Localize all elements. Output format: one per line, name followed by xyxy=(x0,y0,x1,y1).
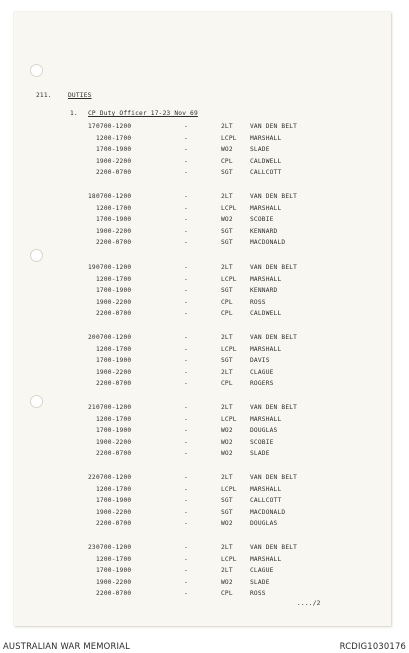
roster-rank: LCPL xyxy=(221,485,237,493)
roster-rank: WO2 xyxy=(221,438,233,446)
roster-rank: CPL xyxy=(221,157,233,165)
roster-time: 1700-1900 xyxy=(96,216,132,224)
roster-dash: - xyxy=(184,345,188,353)
roster-time: 1900-2200 xyxy=(96,157,132,165)
roster-row xyxy=(14,427,391,439)
roster-time: 0700-1200 xyxy=(96,264,132,271)
roster-rank: CPL xyxy=(221,298,233,306)
roster-rank: LCPL xyxy=(221,415,237,423)
roster-rank: SGT xyxy=(221,287,233,295)
roster-dash: - xyxy=(184,193,188,200)
roster-name: VAN DEN BELT xyxy=(250,264,298,271)
roster-name: CALDWELL xyxy=(250,157,282,165)
section-number: 211. xyxy=(36,92,52,99)
roster-rank: WO2 xyxy=(221,520,233,528)
roster-dash: - xyxy=(184,474,188,481)
roster-rank: SGT xyxy=(221,357,233,365)
roster-dash: - xyxy=(184,438,188,446)
roster-time: 1200-1700 xyxy=(96,555,132,563)
roster-time: 0700-1200 xyxy=(96,123,132,130)
roster-dash: - xyxy=(184,404,188,411)
roster-rank: LCPL xyxy=(221,275,237,283)
roster-name: ROSS xyxy=(250,298,266,306)
roster-time: 1700-1900 xyxy=(96,567,132,575)
roster-row xyxy=(14,334,391,346)
roster-name: DAVIS xyxy=(250,357,270,365)
roster-name: VAN DEN BELT xyxy=(250,474,298,481)
continuation-mark: ..../2 xyxy=(297,600,321,607)
roster-dash: - xyxy=(184,157,188,165)
roster-row xyxy=(14,357,391,369)
roster-time: 1700-1900 xyxy=(96,146,132,154)
roster-name: SLADE xyxy=(250,450,270,458)
roster-date: 17 xyxy=(88,123,96,130)
roster-rank: SGT xyxy=(221,239,233,247)
roster-row xyxy=(14,123,391,135)
roster-time: 2200-0700 xyxy=(96,520,132,528)
roster-row xyxy=(14,404,391,416)
archive-caption-right: RCDIG1030176 xyxy=(339,641,406,651)
roster-date: 18 xyxy=(88,193,96,200)
roster-rank: SGT xyxy=(221,227,233,235)
roster-name: SLADE xyxy=(250,578,270,586)
roster-time: 1700-1900 xyxy=(96,287,132,295)
document-page xyxy=(14,12,391,626)
roster-rank: LCPL xyxy=(221,345,237,353)
roster-rank: 2LT xyxy=(221,368,233,376)
roster-row xyxy=(14,264,391,276)
roster-dash: - xyxy=(184,567,188,575)
roster-time: 0700-1200 xyxy=(96,474,132,481)
roster-dash: - xyxy=(184,590,188,598)
roster-dash: - xyxy=(184,520,188,528)
roster-row xyxy=(14,135,391,147)
roster-dash: - xyxy=(184,169,188,177)
roster-dash: - xyxy=(184,227,188,235)
roster-row xyxy=(14,169,391,181)
roster-row xyxy=(14,416,391,428)
roster-row xyxy=(14,450,391,462)
roster-name: MARSHALL xyxy=(250,485,282,493)
roster-dash: - xyxy=(184,275,188,283)
roster-dash: - xyxy=(184,544,188,551)
roster-rank: 2LT xyxy=(221,193,233,200)
roster-time: 1700-1900 xyxy=(96,357,132,365)
roster-dash: - xyxy=(184,123,188,130)
roster-rank: SGT xyxy=(221,508,233,516)
roster-time: 1900-2200 xyxy=(96,578,132,586)
roster-time: 1900-2200 xyxy=(96,227,132,235)
roster-name: MARSHALL xyxy=(250,134,282,142)
roster-time: 2200-0700 xyxy=(96,239,132,247)
roster-row xyxy=(14,486,391,498)
roster-row xyxy=(14,497,391,509)
roster-name: CLAGUE xyxy=(250,368,274,376)
roster-name: MARSHALL xyxy=(250,345,282,353)
roster-rank: WO2 xyxy=(221,146,233,154)
roster-dash: - xyxy=(184,450,188,458)
roster-name: VAN DEN BELT xyxy=(250,334,298,341)
roster-rank: 2LT xyxy=(221,404,233,411)
roster-time: 2200-0700 xyxy=(96,450,132,458)
roster-time: 1900-2200 xyxy=(96,368,132,376)
roster-name: CLAGUE xyxy=(250,567,274,575)
roster-time: 2200-0700 xyxy=(96,590,132,598)
roster-rank: 2LT xyxy=(221,123,233,130)
roster-name: DOUGLAS xyxy=(250,520,278,528)
roster-dash: - xyxy=(184,287,188,295)
roster-name: VAN DEN BELT xyxy=(250,123,298,130)
roster-time: 0700-1200 xyxy=(96,334,132,341)
duty-day-group xyxy=(14,474,391,532)
roster-dash: - xyxy=(184,357,188,365)
roster-row xyxy=(14,380,391,392)
roster-date: 23 xyxy=(88,544,96,551)
roster-time: 1200-1700 xyxy=(96,134,132,142)
roster-rank: 2LT xyxy=(221,474,233,481)
roster-time: 1700-1900 xyxy=(96,427,132,435)
roster-dash: - xyxy=(184,298,188,306)
roster-row xyxy=(14,146,391,158)
roster-rank: WO2 xyxy=(221,427,233,435)
roster-row xyxy=(14,556,391,568)
roster-dash: - xyxy=(184,216,188,224)
roster-dash: - xyxy=(184,380,188,388)
roster-dash: - xyxy=(184,415,188,423)
roster-row xyxy=(14,310,391,322)
punch-hole xyxy=(30,64,43,77)
duty-day-group xyxy=(14,544,391,602)
roster-dash: - xyxy=(184,334,188,341)
roster-row xyxy=(14,579,391,591)
section-title: DUTIES xyxy=(68,92,92,99)
roster-rank: 2LT xyxy=(221,544,233,551)
roster-name: MARSHALL xyxy=(250,275,282,283)
roster-row xyxy=(14,276,391,288)
roster-date: 22 xyxy=(88,474,96,481)
duty-day-group xyxy=(14,334,391,392)
roster-rank: LCPL xyxy=(221,555,237,563)
roster-row xyxy=(14,474,391,486)
roster-name: MARSHALL xyxy=(250,555,282,563)
roster-row xyxy=(14,287,391,299)
roster-row xyxy=(14,346,391,358)
roster-rank: 2LT xyxy=(221,334,233,341)
roster-name: VAN DEN BELT xyxy=(250,193,298,200)
roster-row xyxy=(14,590,391,602)
roster-time: 2200-0700 xyxy=(96,310,132,318)
roster-name: MACDONALD xyxy=(250,239,286,247)
roster-row xyxy=(14,216,391,228)
roster-name: MACDONALD xyxy=(250,508,286,516)
roster-name: ROSS xyxy=(250,590,266,598)
roster-row xyxy=(14,158,391,170)
roster-row xyxy=(14,228,391,240)
roster-time: 1200-1700 xyxy=(96,345,132,353)
duty-day-group xyxy=(14,264,391,322)
roster-time: 1200-1700 xyxy=(96,415,132,423)
roster-time: 1200-1700 xyxy=(96,204,132,212)
roster-time: 0700-1200 xyxy=(96,404,132,411)
roster-dash: - xyxy=(184,204,188,212)
roster-dash: - xyxy=(184,508,188,516)
roster-time: 0700-1200 xyxy=(96,193,132,200)
roster-rank: 2LT xyxy=(221,567,233,575)
roster-row xyxy=(14,439,391,451)
duty-day-group xyxy=(14,404,391,462)
item-number: 1. xyxy=(70,110,78,117)
roster-name: MARSHALL xyxy=(250,415,282,423)
roster-row xyxy=(14,509,391,521)
roster-dash: - xyxy=(184,578,188,586)
roster-name: DOUGLAS xyxy=(250,427,278,435)
roster-row xyxy=(14,567,391,579)
roster-dash: - xyxy=(184,427,188,435)
roster-rank: CPL xyxy=(221,590,233,598)
roster-row xyxy=(14,369,391,381)
roster-dash: - xyxy=(184,239,188,247)
roster-dash: - xyxy=(184,485,188,493)
roster-dash: - xyxy=(184,555,188,563)
roster-name: CALDWELL xyxy=(250,310,282,318)
roster-name: SCOBIE xyxy=(250,438,274,446)
roster-rank: SGT xyxy=(221,497,233,505)
roster-rank: SGT xyxy=(221,169,233,177)
roster-row xyxy=(14,520,391,532)
roster-time: 1200-1700 xyxy=(96,485,132,493)
roster-name: KENNARD xyxy=(250,287,278,295)
roster-row xyxy=(14,299,391,311)
roster-time: 1700-1900 xyxy=(96,497,132,505)
roster-dash: - xyxy=(184,368,188,376)
roster-time: 1200-1700 xyxy=(96,275,132,283)
roster-row xyxy=(14,205,391,217)
roster-row xyxy=(14,193,391,205)
roster-name: KENNARD xyxy=(250,227,278,235)
roster-row xyxy=(14,239,391,251)
roster-dash: - xyxy=(184,146,188,154)
roster-name: CALLCOTT xyxy=(250,497,282,505)
roster-date: 20 xyxy=(88,334,96,341)
roster-time: 2200-0700 xyxy=(96,380,132,388)
roster-date: 21 xyxy=(88,404,96,411)
roster-rank: LCPL xyxy=(221,134,237,142)
roster-time: 0700-1200 xyxy=(96,544,132,551)
roster-name: VAN DEN BELT xyxy=(250,404,298,411)
roster-row xyxy=(14,544,391,556)
roster-time: 2200-0700 xyxy=(96,169,132,177)
roster-name: SLADE xyxy=(250,146,270,154)
roster-date: 19 xyxy=(88,264,96,271)
roster-rank: WO2 xyxy=(221,216,233,224)
roster-rank: WO2 xyxy=(221,450,233,458)
roster-name: MARSHALL xyxy=(250,204,282,212)
archive-caption-left: AUSTRALIAN WAR MEMORIAL xyxy=(3,641,130,651)
roster-time: 1900-2200 xyxy=(96,438,132,446)
roster-rank: CPL xyxy=(221,380,233,388)
duty-day-group xyxy=(14,123,391,181)
roster-dash: - xyxy=(184,134,188,142)
roster-dash: - xyxy=(184,264,188,271)
roster-rank: CPL xyxy=(221,310,233,318)
roster-name: SCOBIE xyxy=(250,216,274,224)
roster-dash: - xyxy=(184,497,188,505)
roster-rank: WO2 xyxy=(221,578,233,586)
item-title: CP Duty Officer 17-23 Nov 69 xyxy=(88,110,198,117)
roster-name: VAN DEN BELT xyxy=(250,544,298,551)
roster-name: ROGERS xyxy=(250,380,274,388)
duty-day-group xyxy=(14,193,391,251)
roster-time: 1900-2200 xyxy=(96,298,132,306)
roster-rank: 2LT xyxy=(221,264,233,271)
roster-dash: - xyxy=(184,310,188,318)
roster-time: 1900-2200 xyxy=(96,508,132,516)
roster-rank: LCPL xyxy=(221,204,237,212)
roster-name: CALLCOTT xyxy=(250,169,282,177)
